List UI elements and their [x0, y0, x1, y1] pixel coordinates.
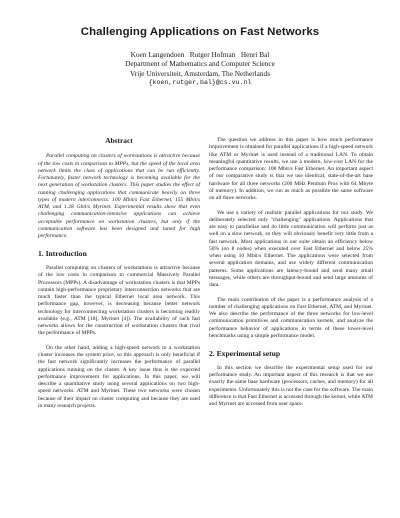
author-emails: {koen,rutger,bal}@cs.vu.nl: [148, 78, 252, 86]
abstract: [38, 153, 200, 240]
right-column: [209, 137, 373, 416]
abstract-text: Parallel computing on clusters of workstations is attractive because of the low costs in comparison to MPPs, but the speed of the local area network limits the class of applications that can be run efficiently. Fortunately, faster network technology is becoming available for the next generation of workstation clusters. This paper studies the effect of running challenging applications that communicate heavily on three types of modern interconnects: 100 Mbit/s Fast Ethernet, 155 Mbit/s ATM, and 1.28 Gbit/s Myrinet. Experimental results show that even challenging communication-intensive applications can achieve acceptable performance on workstation clusters, but only if the communication software has been designed and tuned for high performance.: [38, 153, 200, 239]
author-names: Koen Langendoen Rutger Hofman Henri Bal: [130, 50, 270, 59]
affiliation: Department of Mathematics and Computer Science: [125, 59, 275, 69]
author-block: [0, 50, 400, 87]
paper-title: Challenging Applications on Fast Networks: [80, 26, 320, 38]
section-heading-introduction: 1. Introduction: [38, 249, 87, 259]
intro-paragraph-1: Parallel computing on clusters of workstations is attractive because of the low costs in comparison to commercial Massively Parallel Processors (MPPs). A disadvantage of workstation clusters is that MPPs contain high-performance proprietary interconnection networks that are much faster than the typical Ethernet local area network. This performance gap, however, is decreasing because better network technology for interconnecting workstation clusters is becoming readily available (e.g., ATM [18], Myrinet [4]). The availability of such fast networks allows for the construction of workstation clusters that rival the performance of MPPs.: [38, 265, 200, 337]
section-heading-experimental-setup: 2. Experimental setup: [209, 349, 281, 359]
institution: Vrije Universiteit, Amsterdam, The Netherlands: [129, 68, 271, 78]
intro-paragraph-3: The question we address in this paper is how much performance improvement is obtained for parallel applications if a high-speed network like ATM or Myrinet is used instead of a traditional LAN. To obtain meaningful quantitative results, we use a modern, low-cost LAN for the performance comparison: 100 Mbit/s Fast Ethernet. An important aspect of our comparative study is that we use identical, state-of-the-art base hardware for all three networks (200 MHz Pentium Pros with 64 Mbyte of memory). In addition, we run as much as possible the same software on all three networks.: [209, 137, 373, 201]
intro-paragraph-5: The main contribution of the paper is a performance analysis of a number of challenging applications on Fast Ethernet, ATM, and Myrinet. We also describe the performance of the three networks for low-level communication primitives and communication kernels, and analyze the performance behavior of applications in terms of these lower-level benchmarks using a simple performance model.: [209, 296, 373, 339]
intro-paragraph-2: On the other hand, adding a high-speed network to a workstation cluster increases the system price, so this approach is only beneficial if the fast network significantly increases the performance of parallel applications running on the cluster. A key issue thus is the expected performance improvement for applications. In this paper, we will describe a quantitative study using several applications on two high-speed networks: ATM and Myrinet. These two networks were chosen because of their impact on cluster computing and because they are used in many research projects.: [38, 344, 200, 409]
abstract-heading: Abstract: [105, 136, 133, 145]
left-column: [38, 137, 200, 417]
setup-paragraph-1: In this section we describe the experimental setup used for our performance study. An important aspect of this research is that we use exactly the same base hardware (processors, caches, and memory) for all experiments. Unfortunately this is not the case for the software. The main difference is that Fast Ethernet is accessed through the kernel, while ATM and Myrinet are accessed from user space.: [209, 364, 373, 408]
intro-paragraph-4: We use a variety of realistic parallel applications for our study. We deliberately selected only "challenging" applications. Applications that are easy to parallelize and do little communication will perform just as well on a slow network, so they will obviously benefit very little from a fast network. Most applications in our suite obtain an efficiency below 50% (on 8 nodes) when executed over Fast Ethernet and below 25% when using 10 Mbit/s Ethernet. The applications were selected from several application domains, and use widely different communication patterns. Some applications are latency-bound and send many small messages, while others are throughput-bound and send large amounts of data.: [209, 209, 373, 289]
